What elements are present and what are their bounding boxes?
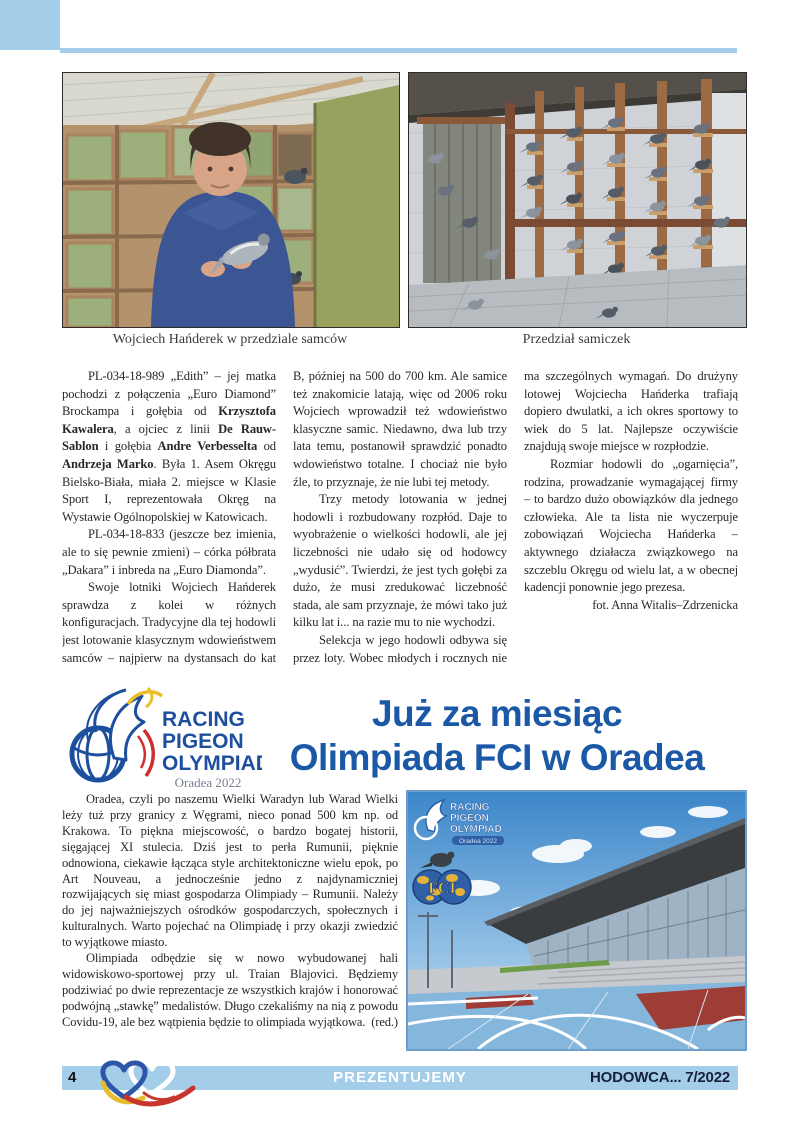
paragraph-text: od bbox=[257, 439, 276, 454]
logo-line-olympiad: OLYMPIAD bbox=[162, 752, 262, 775]
overlay-logo-subtitle: Oradea 2022 bbox=[459, 838, 497, 845]
section-title: PREZENTUJEMY bbox=[333, 1069, 467, 1086]
logo-subtitle: Oradea 2022 bbox=[174, 775, 242, 790]
issue-label: HODOWCA... 7/2022 bbox=[590, 1069, 730, 1086]
overlay-logo-line2: PIGEON bbox=[450, 813, 489, 824]
paragraph-text: , a ojciec z linii bbox=[113, 421, 219, 436]
paragraph-text: PL-034-18-989 „Edith” – jej matka pochodzi z połączenia „Euro Diamond” Brockampa i gołębia od bbox=[62, 369, 276, 419]
paragraph-text: . Była 1. Asem Okręgu Bielsko-Biała, miała 2. miejsce w Klasie Sport I, reprezentowała Okręg na Wystawie Ogólnopolskiej w Katowicach. bbox=[62, 456, 276, 524]
editorial-byline: (red.) bbox=[371, 1014, 398, 1029]
breeder-name: Andrzeja Marko bbox=[62, 456, 154, 471]
corner-accent-block bbox=[0, 0, 60, 50]
olympiad-logo-graphic bbox=[62, 686, 262, 792]
racing-pigeon-olympiad-logo bbox=[62, 686, 262, 792]
arena-illustration bbox=[408, 792, 745, 1049]
photo-caption-females: Przedział samiczek bbox=[522, 332, 631, 347]
article-oradea bbox=[62, 792, 398, 1031]
white-heart-icon bbox=[131, 1062, 173, 1095]
strain-name: De Rauw-Sablon bbox=[62, 421, 277, 454]
loft-males-illustration bbox=[63, 73, 399, 327]
page-number: 4 bbox=[68, 1069, 77, 1086]
paragraph bbox=[62, 951, 398, 1031]
paragraph: PL-034-18-833 (jeszcze bez imienia, ale to się pewnie zmieni) – córka półbrata „Dakara” i inbreda na „Euro Diamonda”. bbox=[62, 527, 276, 577]
logo-line-pigeon: PIGEON bbox=[162, 730, 244, 753]
paragraph-text: Olimpiada odbędzie się w nowo wybudowanej hali widowiskowo-sportowej przy ul. Traian Blajovici. Będziemy podziwiać po dwie reprezentacje ze wszystkich krajów i honorować podwójną „stawkę” medalistów. Długo czekaliśmy na nią z powodu Covidu-19, ale bez wątpienia będzie to olimpiada wyjątkowa. bbox=[62, 951, 398, 1029]
hearts-logo bbox=[96, 1055, 206, 1107]
breeder-name: Krzysztofa Kawalera bbox=[62, 404, 276, 436]
paragraph: Selekcja w jego hodowli odbywa się przez loty. Wobec młodych i rocznych nie ma szczególnych wymagań. Do drużyny lotowej Wojciecha Hańderka trafiają dopiero dwulatki, a ich okres sportowy to wiek do 5 lat. Najlepsze oczywiście znajdują swoje miejsce w rozpłodzie. bbox=[293, 369, 738, 665]
photo-oradea-arena bbox=[406, 790, 747, 1051]
olympiad-headline bbox=[252, 692, 742, 780]
headline-line-2: Olimpiada FCI w Oradea bbox=[289, 737, 705, 778]
pigeon-name: Andre Verbesselta bbox=[157, 439, 258, 454]
paragraph: Trzy metody lotowania w jednej hodowli i rozbudowany rozpłód. Daje to wyobrażenie o wielkości hodowli, ale jej liczebności nie udało się od hodowcy „wydusić”. Twierdzi, że jest tych gołębi za dużo, że musi zredukować liczebność stada, ale sam przyznaje, że mówi tako już kilku lat i... na razie mu to nie wychodzi. bbox=[293, 492, 507, 630]
article-pigeon-breeding bbox=[62, 368, 738, 672]
paragraph: Swoje lotniki Wojciech Hańderek sprawdza z kolei w różnych konfiguracjach. Tradycyjne dla tej hodowli jest lotowanie klasycznym wdowieństwem samców – najpierw na dystansach do kat B, później na 500 do 700 km. Ale samice też znakomicie latają, więc od 2006 roku Wojciech wprowadził też wdowieństwo klasyczne samic. Niedawno, dwa lub trzy lata temu, postanowił sprawdzić ponadto wdowieństwo totalne. I chociaż nie było źle, to przyznaje, że nie lubi tej metody. bbox=[62, 369, 507, 665]
paragraph: Rozmiar hodowli do „ogarnięcia”, rodzina, prowadzanie wymagającej firmy – to bardzo dużo obowiązków dla jednego człowieka. Ale ta lista nie wyczerpuje zobowiązań Wojciecha Hańderka – aktywnego działacza związkowego na szczeblu Okręgu od wielu lat, a w obecnej kadencji ponownie jego prezesa. bbox=[524, 456, 738, 595]
loft-females-illustration bbox=[409, 73, 746, 327]
paragraph: Oradea, czyli po naszemu Wielki Waradyn lub Warad Wielki leży tuż przy granicy z Węgrami, nieco ponad 500 km np. od Krakowa. To piękna miejscowość, o bardzo bogatej historii, sięgającej XI stulecia. Dziś jest to perła Rumunii, pięknie odnowiona, ciekawie łącząca style architektoniczne wielu epok, po Art Nouveau, a jednocześnie jedno z najdynamiczniej rozwijających się miast gospodarza Olimpiady – Rumunii. Należy do jej najważniejszych ośrodków gospodarczych, społecznych i kulturalnych. Warto pojechać na Olimpiadę i przy okazji zwiedzić to wyjątkowe miasto. bbox=[62, 792, 398, 950]
paragraph bbox=[62, 368, 276, 526]
photo-loft-males bbox=[62, 72, 400, 328]
overlay-logo-line3: OLYMPIAD bbox=[450, 824, 502, 835]
photo-caption-males: Wojciech Hańderek w przedziale samców bbox=[112, 332, 348, 347]
overlay-logo-line1: RACING bbox=[450, 802, 490, 813]
top-rule bbox=[60, 48, 737, 53]
photo-credit: fot. Anna Witalis–Zdrzenicka bbox=[592, 597, 738, 612]
paragraph-text: i gołębia bbox=[98, 439, 158, 454]
headline-line-1: Już za miesiąc bbox=[371, 693, 623, 734]
logo-line-racing: RACING bbox=[162, 708, 245, 731]
fci-label: FCI bbox=[428, 880, 456, 897]
photo-loft-females bbox=[408, 72, 747, 328]
